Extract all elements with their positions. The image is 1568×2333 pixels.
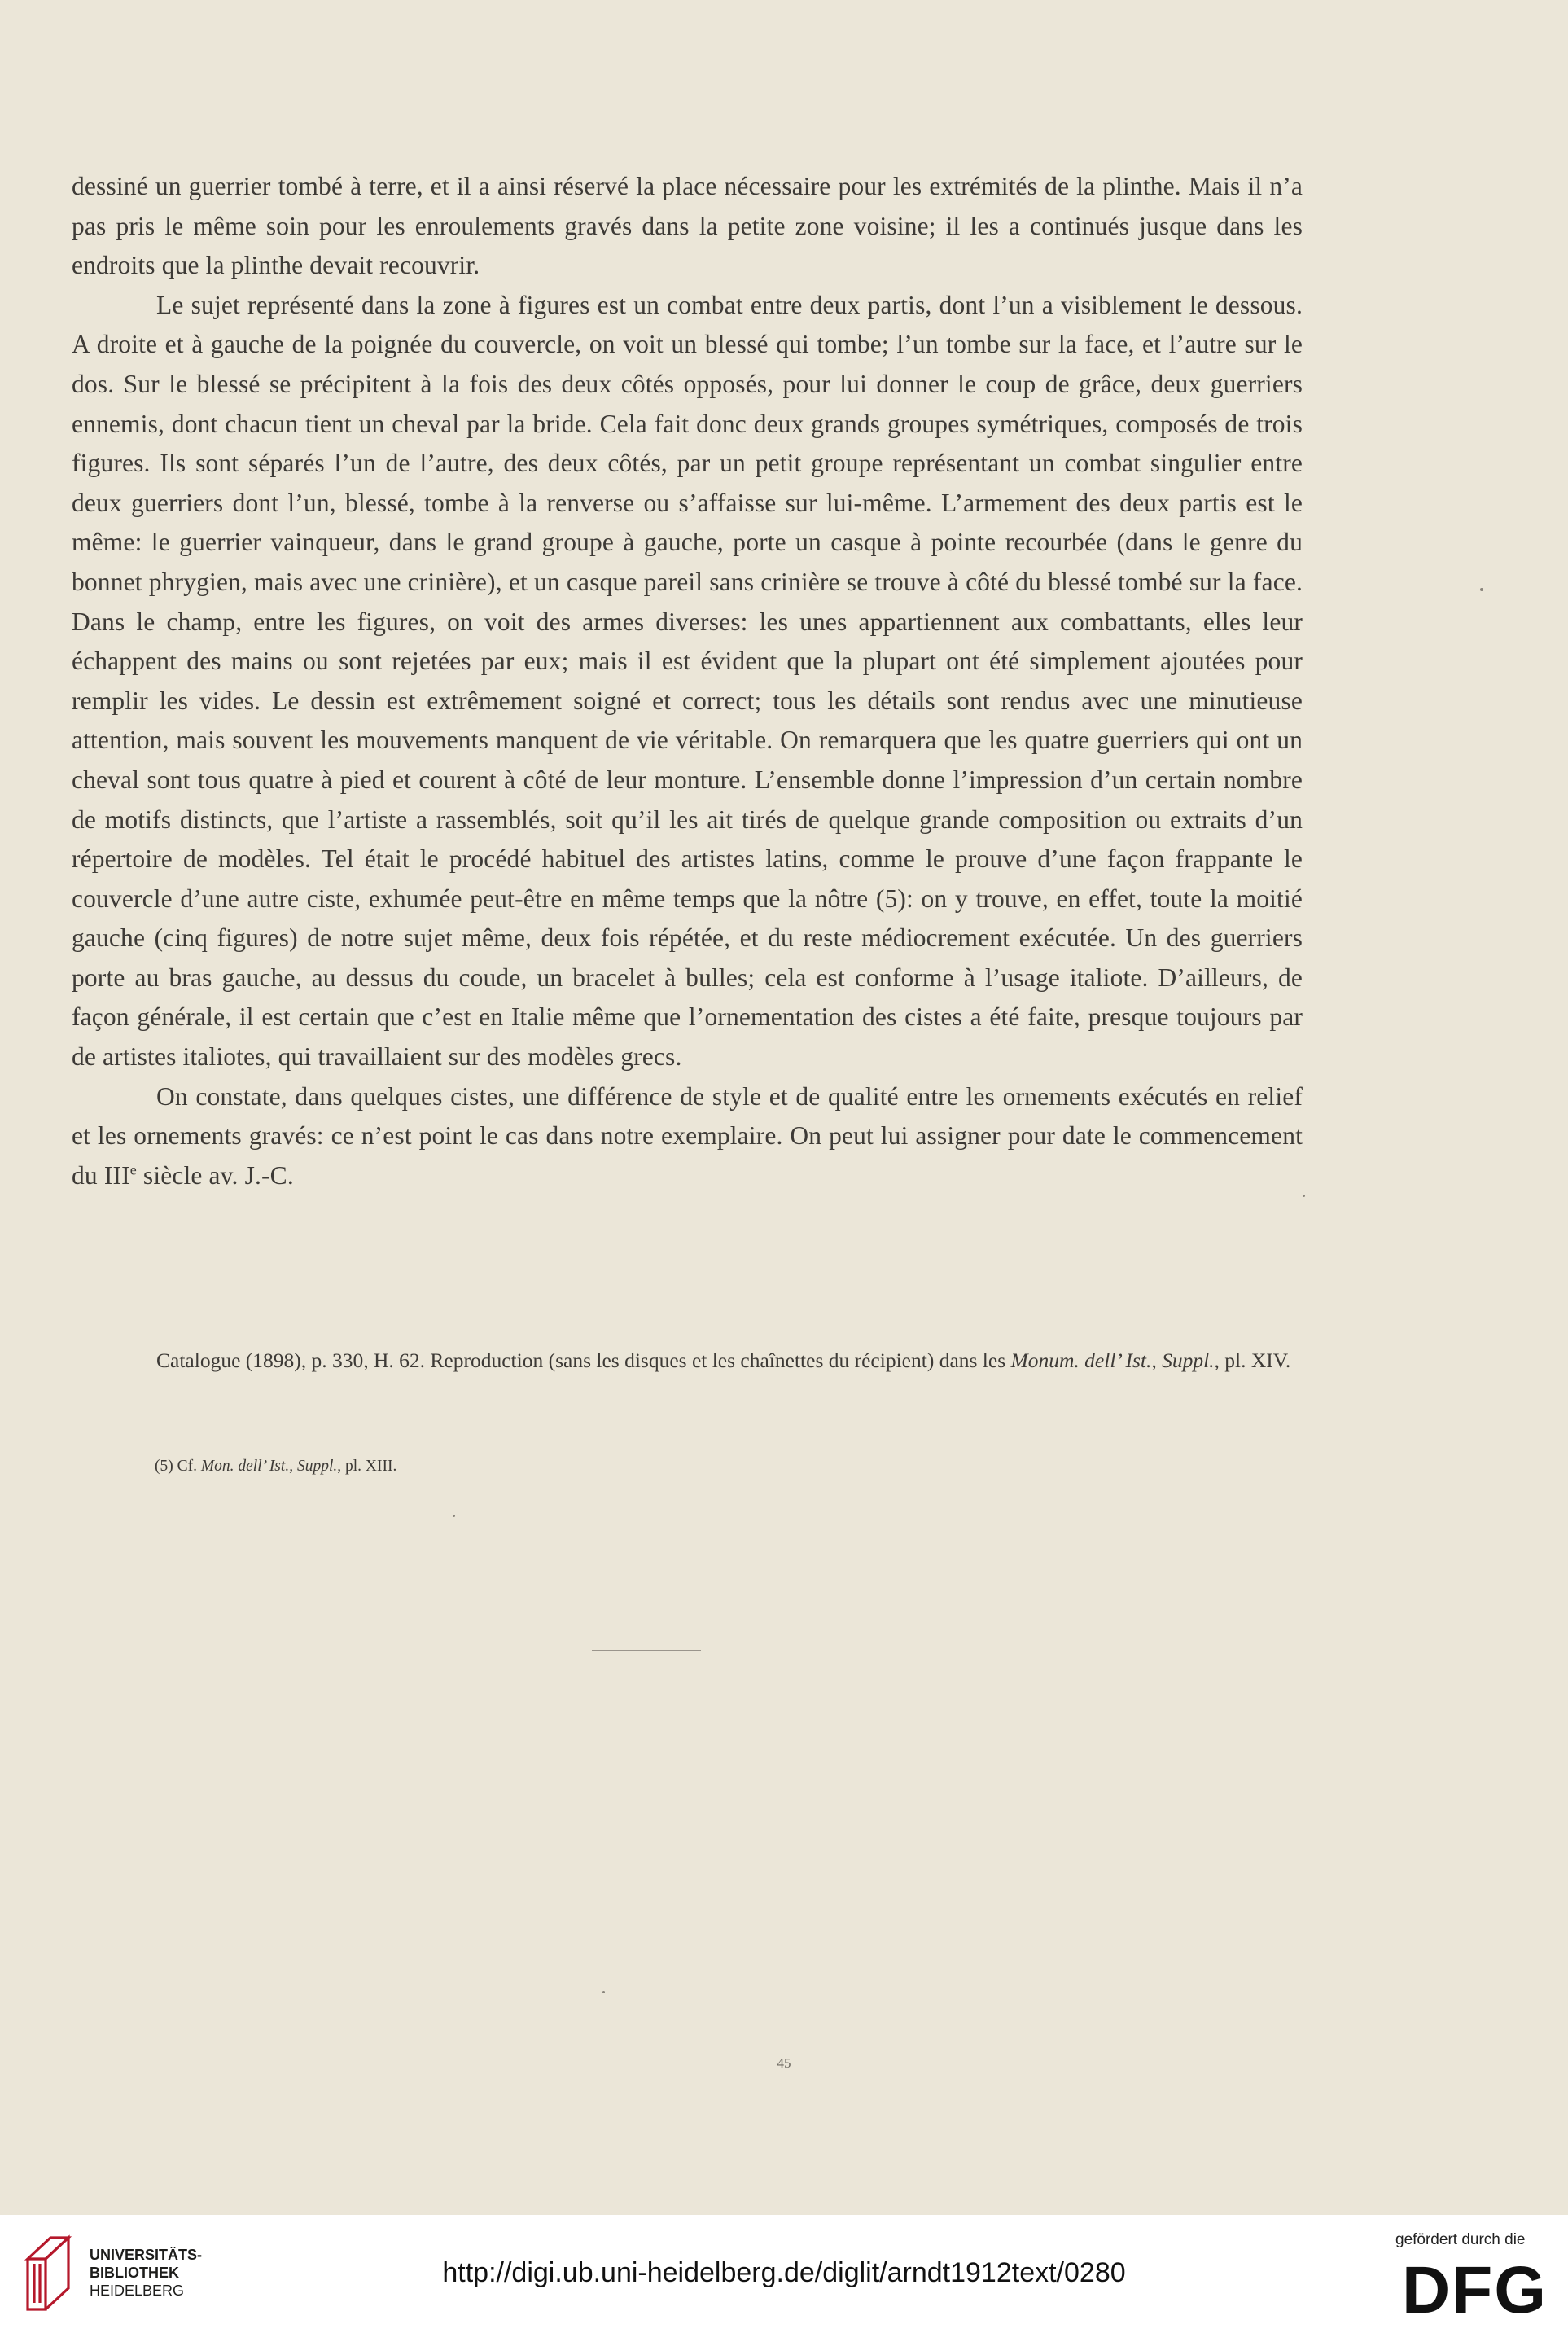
source-url-link[interactable]: http://digi.ub.uni-heidelberg.de/diglit/arndt1912text/0280 bbox=[442, 2257, 1126, 2288]
catalogue-line bbox=[72, 1345, 1303, 1376]
scan-speck bbox=[453, 1515, 455, 1517]
catalogue-text: Catalogue (1898), p. 330, H. 62. Reproduction (sans les disques et les chaînettes du récipient) dans les bbox=[156, 1348, 1011, 1372]
dfg-logo: DFG bbox=[1402, 2253, 1548, 2327]
footnote-plate: , pl. XIII. bbox=[337, 1458, 397, 1475]
library-line-3: HEIDELBERG bbox=[90, 2283, 185, 2299]
catalogue-reference bbox=[72, 1345, 1303, 1376]
library-line-2: BIBLIOTHEK bbox=[90, 2265, 179, 2281]
digitization-footer bbox=[0, 2215, 1568, 2333]
footnote-italic-ref: Mon. dell’ Ist., Suppl. bbox=[200, 1458, 338, 1475]
catalogue-plate: , pl. XIV. bbox=[1214, 1348, 1291, 1372]
catalogue-italic-ref: Monum. dell’ Ist., Suppl. bbox=[1010, 1348, 1215, 1372]
footnote bbox=[155, 1454, 1213, 1479]
century-superscript: e bbox=[129, 1161, 137, 1178]
scan-speck bbox=[1303, 1195, 1305, 1197]
main-text bbox=[72, 167, 1303, 1195]
library-line-1: UNIVERSITÄTS- bbox=[90, 2247, 203, 2263]
funding-caption: gefördert durch die bbox=[1395, 2231, 1526, 2248]
paragraph-3-text: On constate, dans quelques cistes, une différence de style et de qualité entre les ornements exécutés en relief et les ornements gravés: ce n’est point le cas dans notre exemplaire. On peut lui assigner pour date le commencement du III bbox=[72, 1081, 1303, 1190]
section-divider bbox=[592, 1650, 701, 1651]
paragraph-1: dessiné un guerrier tombé à terre, et il a ainsi réservé la place nécessaire pour les extrémités de la plinthe. Mais il n’a pas pris le même soin pour les enroulements gravés dans la petite zone voisine; il les a continués jusque dans les endroits que la plinthe devait recouvrir. bbox=[72, 172, 1303, 280]
scan-speck bbox=[602, 1991, 605, 1993]
scan-speck bbox=[1480, 588, 1483, 591]
paragraph-3-end: siècle av. J.-C. bbox=[136, 1160, 294, 1190]
paragraph-3 bbox=[72, 1077, 1303, 1196]
page-number: 45 bbox=[777, 2055, 791, 2071]
footnote-marker: (5) Cf. bbox=[155, 1458, 201, 1475]
paragraph-2: Le sujet représenté dans la zone à figures est un combat entre deux partis, dont l’un a visiblement le dessous. A droite et à gauche de la poignée du couvercle, on voit un blessé qui tombe; l’un tombe sur la face, et l’autre sur le dos. Sur le blessé se précipitent à la fois des deux côtés opposés, pour lui donner le coup de grâce, deux guerriers ennemis, dont chacun tient un cheval par la bride. Cela fait donc deux grands groupes symétriques, composés de trois figures. Ils sont séparés l’un de l’autre, des deux côtés, par un petit groupe représentant un combat singulier entre deux guerriers dont l’un, blessé, tombe à la renverse ou s’affaisse sur lui-même. L’armement des deux partis est le même: le guerrier vainqueur, dans le grand groupe à gauche, porte un casque à pointe recourbée (dans le genre du bonnet phrygien, mais avec une crinière), et un casque pareil sans crinière se trouve à côté du blessé tombé sur la face. Dans le champ, entre les figures, on voit des armes diverses: les unes appartiennent aux combattants, elles leur échappent des mains ou sont rejetées par eux; mais il est évident que la plupart ont été simplement ajoutées pour remplir les vides. Le dessin est extrêmement soigné et correct; tous les détails sont rendus avec une minutieuse attention, mais souvent les mouvements manquent de vie véritable. On remarquera que les quatre guerriers qui ont un cheval sont tous quatre à pied et courent à côté de leur monture. L’ensemble donne l’impression d’un certain nombre de motifs distincts, que l’artiste a rassemblés, soit qu’il les ait tirés de quelque grande composition ou extraits d’un répertoire de modèles. Tel était le procédé habituel des artistes latins, comme le prouve d’une façon frappante le couvercle d’une autre ciste, exhumée peut-être en même temps que la nôtre (5): on y trouve, en effet, toute la moitié gauche (cinq figures) de notre sujet même, deux fois répétée, et du reste médiocrement exécutée. Un des guerriers porte au bras gauche, au dessus du coude, un bracelet à bulles; cela est conforme à l’usage italiote. D’ailleurs, de façon générale, il est certain que c’est en Italie même que l’ornementation des cistes a été faite, presque toujours par de artistes italiotes, qui travaillaient sur des modèles grecs. bbox=[72, 290, 1303, 1072]
